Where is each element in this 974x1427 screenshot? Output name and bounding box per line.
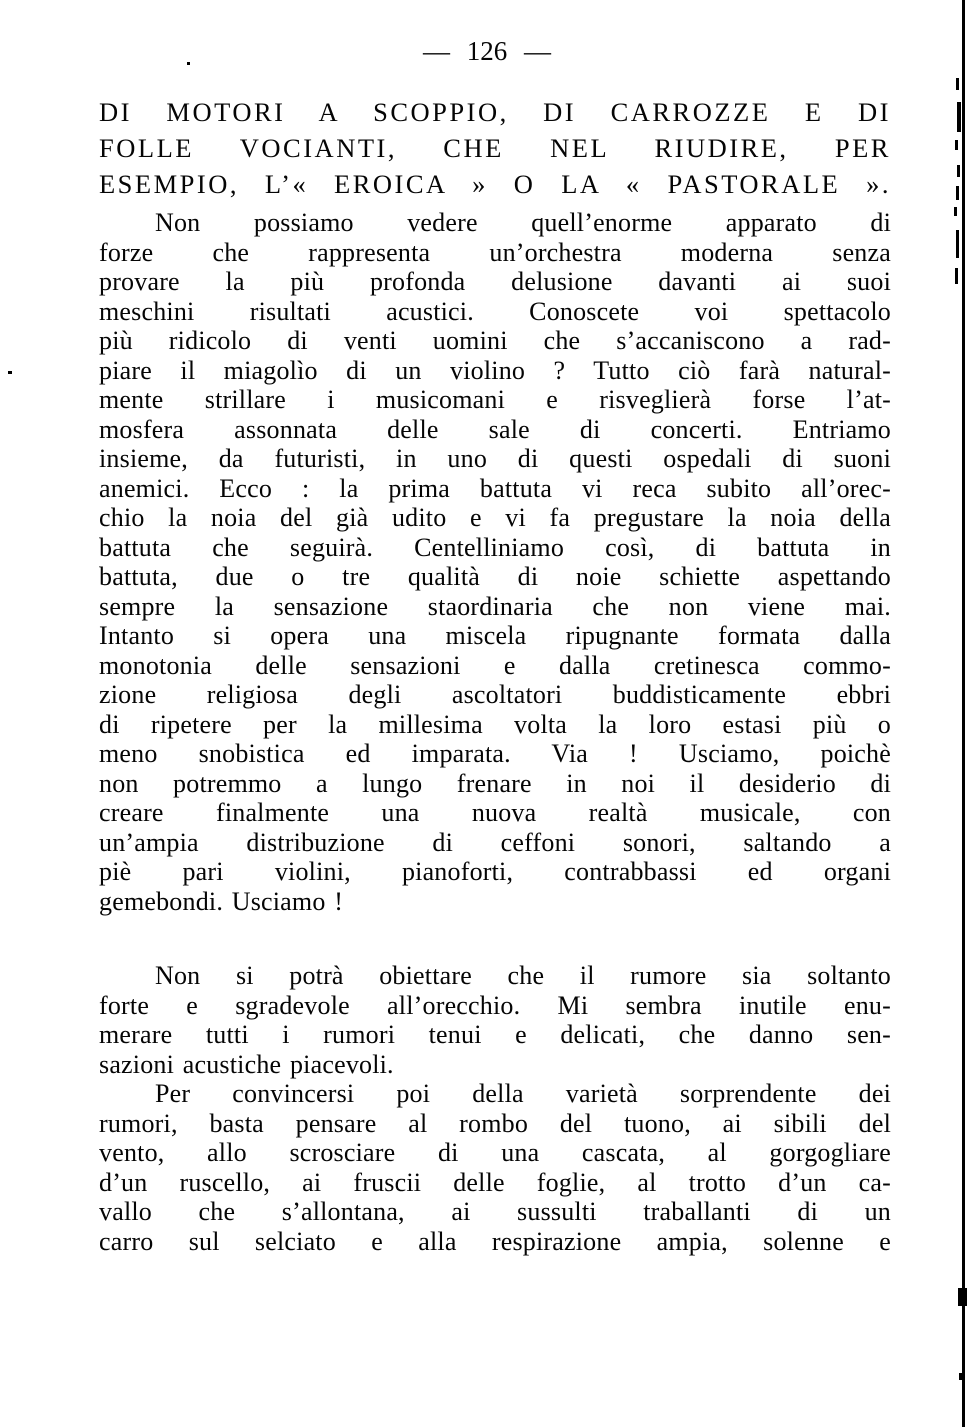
text-line: di ripetere per la millesima volta la loro estasi più o [99,709,891,739]
text-line: monotonia delle sensazioni e dalla cretinesca commo- [99,650,891,680]
text-line: battuta che seguirà. Centelliniamo così, di battuta in [99,532,891,562]
text-line: chio la noia del già udito e vi fa pregustare la noia della [99,503,891,532]
text-line: più ridicolo di venti uomini che s’accaniscono a rad- [99,326,891,355]
text-line: d’un ruscello, ai fruscii delle foglie, al trotto d’un ca- [99,1167,891,1197]
text-line: forze che rappresenta un’orchestra moderna senza [99,237,891,267]
scan-speck [954,207,957,216]
scan-speck [956,78,959,90]
text-line: provare la più profonda delusione davanti ai suoi [99,267,891,296]
text-line: creare finalmente una nuova realtà musicale, con [99,798,891,827]
text-line: insieme, da futuristi, in uno di questi ospedali di suoni [99,444,891,473]
text-line: rumori, basta pensare al rombo del tuono, ai sibili del [99,1108,891,1138]
binding-edge-tick [959,1373,964,1380]
text-line: DI MOTORI A SCOPPIO, DI CARROZZE E DI [99,97,891,127]
text-line: meschini risultati acustici. Conoscete voi spettacolo [99,296,891,326]
text-line: un’ampia distribuzione di ceffoni sonori, saltando a [99,827,891,857]
paragraph-1 [99,208,891,916]
text-line: anemici. Ecco : la prima battuta vi reca subito all’orec- [99,473,891,503]
paragraph-2 [99,961,891,1079]
text-line: Non possiamo vedere quell’enorme apparato di [155,208,891,237]
binding-edge-line [962,0,965,1427]
scan-speck [957,165,960,177]
text-line: merare tutti i rumori tenui e delicati, che danno sen- [99,1020,891,1049]
text-line: sempre la sensazione staordinaria che non viene mai. [99,591,891,621]
scan-speck [956,230,959,258]
text-line: piè pari violini, pianoforti, contrabbassi ed organi [99,857,891,886]
text-line: meno snobistica ed imparata. Via ! Usciamo, poichè [99,739,891,768]
scan-speck [8,371,12,374]
scan-speck [956,186,959,200]
text-line: Intanto si opera una miscela ripugnante formata dalla [99,621,891,650]
scan-speck [957,102,961,132]
paragraph-3 [99,1079,891,1256]
page-number: — 126 — [423,36,551,66]
text-line: non potremmo a lungo frenare in noi il desiderio di [99,768,891,798]
text-line: Per convincersi poi della varietà sorprendente dei [155,1079,891,1108]
text-line: carro sul selciato e alla respirazione ampia, solenne e [99,1226,891,1256]
text-line: mente strillare i musicomani e risveglierà forse l’at- [99,385,891,414]
text-line: piare il miagolìo di un violino ? Tutto ciò farà natural- [99,355,891,385]
page-body [99,94,891,1256]
scan-speck [955,268,958,284]
text-line: vallo che s’allontana, ai sussulti traballanti di un [99,1197,891,1226]
text-line: vento, allo scrosciare di una cascata, al gorgogliare [99,1138,891,1167]
text-line: sazioni acustiche piacevoli. [99,1049,394,1079]
continuation-caps-block [99,94,891,202]
text-line: battuta, due o tre qualità di noie schiette aspettando [99,562,891,591]
scan-speck [955,140,958,150]
text-line: forte e sgradevole all’orecchio. Mi sembra inutile enu- [99,990,891,1020]
scan-speck [187,62,190,65]
text-line: Non si potrà obiettare che il rumore sia soltanto [155,961,891,990]
text-line: mosfera assonnata delle sale di concerti. Entriamo [99,414,891,444]
text-line: ESEMPIO, L’« EROICA » O LA « PASTORALE ». [99,169,891,199]
text-line: FOLLE VOCIANTI, CHE NEL RIUDIRE, PER [99,133,891,163]
binding-edge-blob [958,1288,967,1306]
text-line: gemebondi. Usciamo ! [99,886,344,916]
text-line: zione religiosa degli ascoltatori buddisticamente ebbri [99,680,891,709]
